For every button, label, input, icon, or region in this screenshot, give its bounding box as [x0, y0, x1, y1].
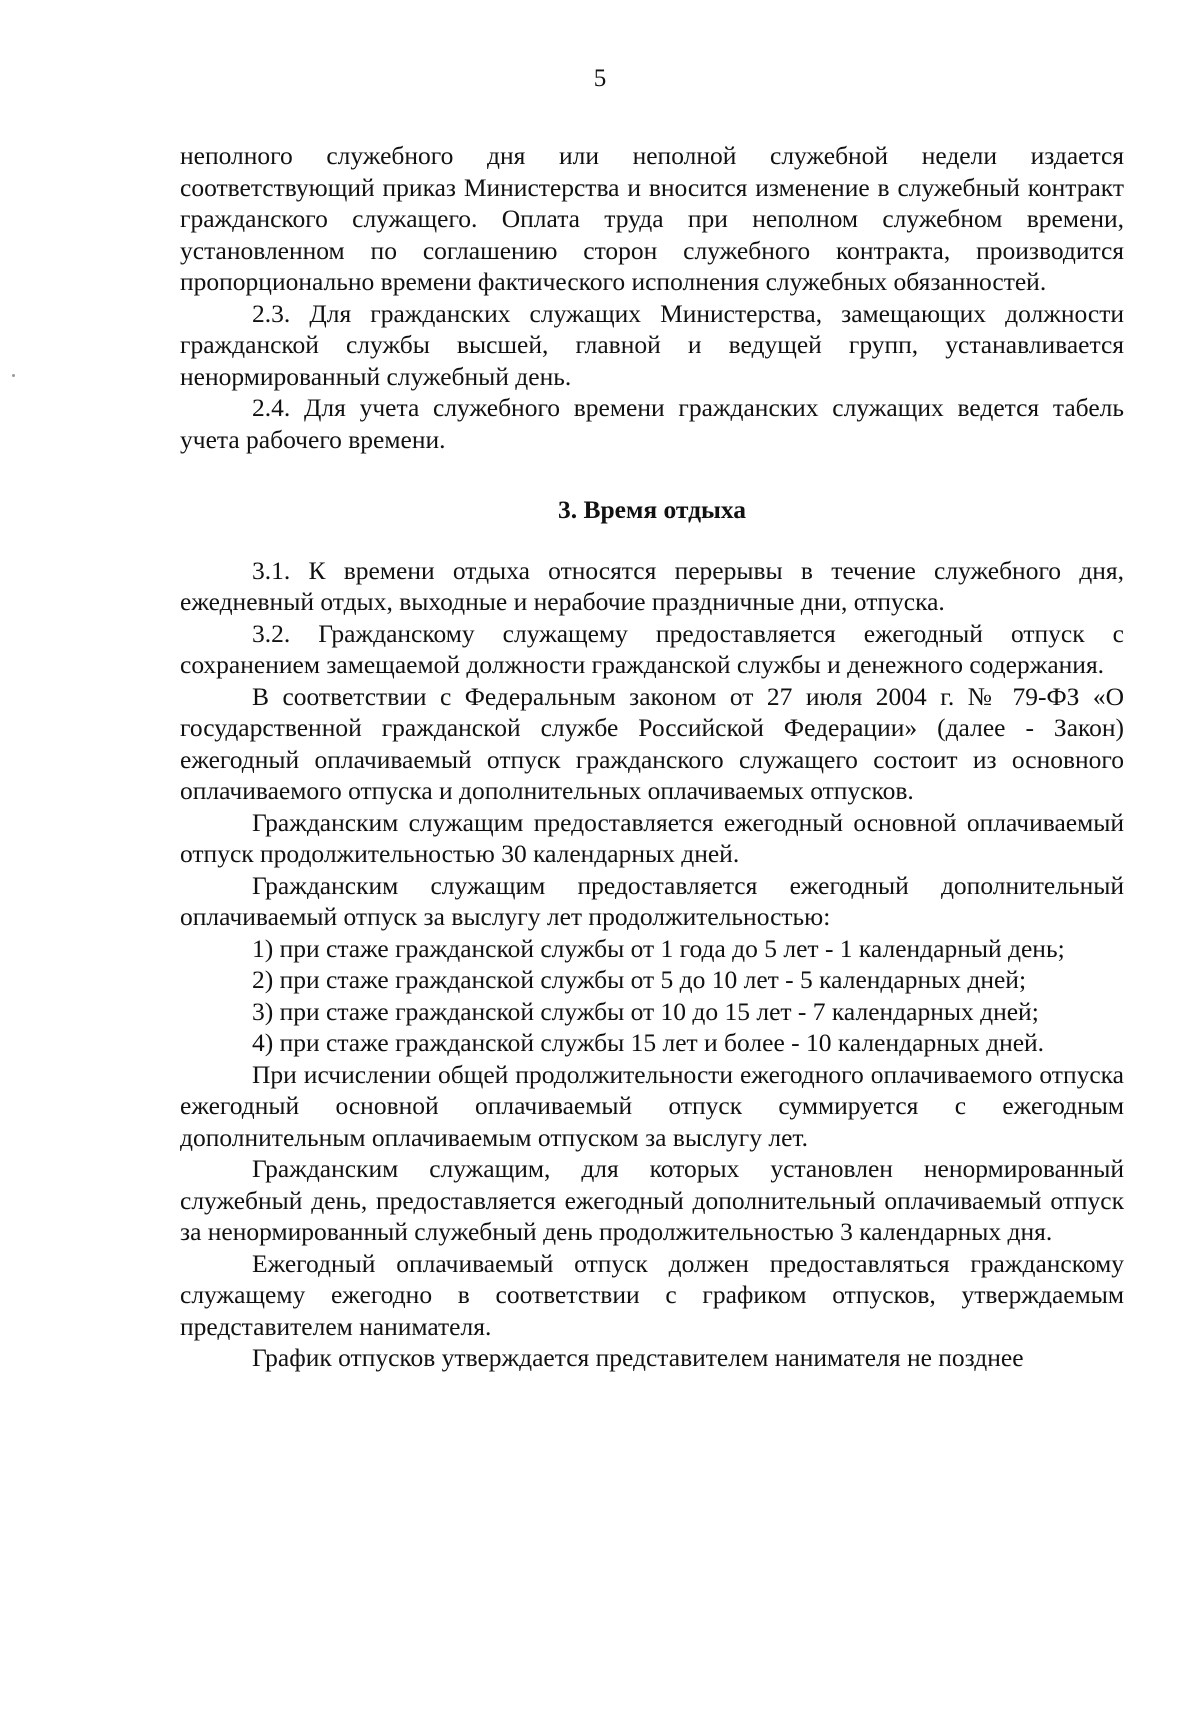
paragraph-2-4: 2.4. Для учета служебного времени гражданских служащих ведется табель учета рабочего времени. — [180, 393, 1124, 454]
list-item-3: 3) при стаже гражданской службы от 10 до 15 лет - 7 календарных дней; — [252, 996, 1039, 1026]
paragraph-additional-leave: Гражданским служащим предоставляется ежегодный дополнительный оплачиваемый отпуск за выслугу лет продолжительностью: — [180, 870, 1124, 931]
scan-speck — [12, 374, 15, 377]
list-item-4: 4) при стаже гражданской службы 15 лет и более - 10 календарных дней. — [252, 1028, 1045, 1057]
document-body — [180, 140, 1124, 1374]
paragraph-federal-law: В соответствии с Федеральным законом от 27 июля 2004 г. № 79-ФЗ «О государственной гражданской службе Российской Федерации» (далее - Закон) ежегодный оплачиваемый отпуск гражданского служащего состоит из основного оплачиваемого отпуска и дополнительных оплачиваемых отпусков. — [180, 681, 1124, 805]
paragraph-total-duration: При исчислении общей продолжительности ежегодного оплачиваемого отпуска ежегодный основной оплачиваемый отпуск суммируется с ежегодным дополнительным оплачиваемым отпуском за выслугу лет. — [180, 1059, 1124, 1152]
list-item-2: 2) при стаже гражданской службы от 5 до 10 лет - 5 календарных дней; — [252, 965, 1027, 994]
section-heading: 3. Время отдыха — [557, 495, 747, 524]
paragraph-annual-schedule: Ежегодный оплачиваемый отпуск должен предоставляться гражданскому служащему ежегодно в соответствии с графиком отпусков, утверждаемым представителем нанимателя. — [180, 1248, 1124, 1341]
paragraph-schedule-approval: График отпусков утверждается представителем нанимателя не позднее — [252, 1343, 1024, 1372]
paragraph-irregular-day: Гражданским служащим, для которых установлен ненормированный служебный день, предоставляется ежегодный дополнительный оплачиваемый отпуск за ненормированный служебный день продолжительностью 3 календарных дня. — [180, 1154, 1124, 1246]
page-number: 5 — [593, 65, 607, 92]
paragraph-3-1: 3.1. К времени отдыха относятся перерывы в течение служебного дня, ежедневный отдых, выходные и нерабочие праздничные дни, отпуска. — [180, 555, 1124, 616]
list-item-1: 1) при стаже гражданской службы от 1 года до 5 лет - 1 календарный день; — [252, 933, 1065, 963]
paragraph-3-2: 3.2. Гражданскому служащему предоставляется ежегодный отпуск с сохранением замещаемой должности гражданской службы и денежного содержания. — [180, 618, 1124, 679]
paragraph-2-3: 2.3. Для гражданских служащих Министерства, замещающих должности гражданской службы высшей, главной и ведущей групп, устанавливается ненормированный служебный день. — [180, 298, 1124, 391]
paragraph-continuation: неполного служебного дня или неполной служебной недели издается соответствующий приказ Министерства и вносится изменение в служебный контракт гражданского служащего. Оплата труда при неполном служебном времени, установленном по соглашению сторон служебного контракта, производится пропорционально времени фактического исполнения служебных обязанностей. — [180, 141, 1124, 296]
paragraph-basic-leave: Гражданским служащим предоставляется ежегодный основной оплачиваемый отпуск продолжительностью 30 календарных дней. — [180, 807, 1124, 868]
